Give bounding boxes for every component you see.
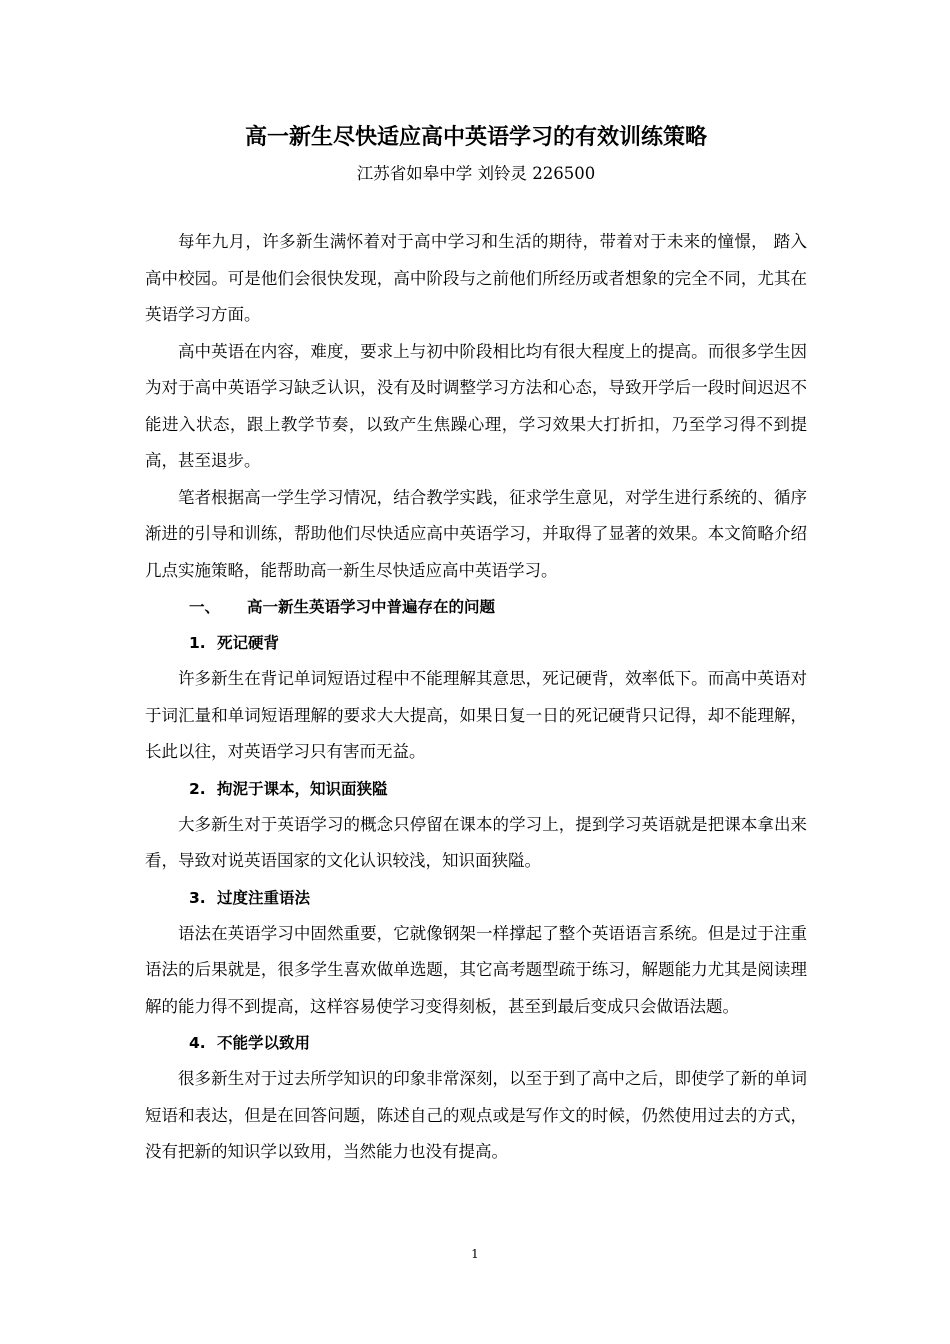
author-byline: 江苏省如皋中学 刘铃灵 226500 bbox=[356, 164, 596, 183]
subsection-title: 过度注重语法 bbox=[217, 888, 311, 907]
intro-paragraph: 笔者根据高一学生学习情况，结合教学实践，征求学生意见，对学生进行系统的、循序渐进的引导和训练，帮助他们尽快适应高中英语学习，并取得了显著的效果。本文简略介绍几点实施策略，能帮助高一新生尽快适应高中英语学习。 bbox=[145, 487, 807, 580]
subsection-title: 死记硬背 bbox=[217, 634, 280, 652]
subsection-heading bbox=[145, 625, 807, 661]
subsection-number: 4. bbox=[189, 1034, 206, 1052]
subsection-heading bbox=[145, 880, 807, 916]
subsection-title: 不能学以致用 bbox=[217, 1034, 311, 1052]
subsection-paragraph: 语法在英语学习中固然重要，它就像钢架一样撑起了整个英语语言系统。但是过于注重语法的后果就是，很多学生喜欢做单选题，其它高考题型疏于练习，解题能力尤其是阅读理解的能力得不到提高，这样容易使学习变得刻板，甚至到最后变成只会做语法题。 bbox=[145, 923, 807, 1016]
section-heading bbox=[145, 589, 807, 625]
subsection-paragraph: 很多新生对于过去所学知识的印象非常深刻，以至于到了高中之后，即使学了新的单词短语和表达，但是在回答问题，陈述自己的观点或是写作文的时候，仍然使用过去的方式，没有把新的知识学以致用，当然能力也没有提高。 bbox=[145, 1069, 807, 1161]
intro-paragraph: 每年九月，许多新生满怀着对于高中学习和生活的期待，带着对于未来的憧憬， 踏入高中校园。可是他们会很快发现，高中阶段与之前他们所经历或者想象的完全不同，尤其在英语学习方面。 bbox=[145, 232, 807, 324]
subsection-number: 2. bbox=[189, 779, 206, 798]
document-title: 高一新生尽快适应高中英语学习的有效训练策略 bbox=[244, 125, 707, 150]
subsection-title: 拘泥于课本，知识面狭隘 bbox=[217, 779, 388, 798]
page-content bbox=[145, 118, 807, 1171]
section-title: 高一新生英语学习中普遍存在的问题 bbox=[247, 598, 496, 616]
subsection-number: 3. bbox=[189, 888, 206, 907]
subsection-paragraph: 大多新生对于英语学习的概念只停留在课本的学习上，提到学习英语就是把课本拿出来看，导致对说英语国家的文化认识较浅，知识面狭隘。 bbox=[145, 814, 807, 870]
subsection-number: 1. bbox=[189, 634, 206, 652]
subsection-paragraph: 许多新生在背记单词短语过程中不能理解其意思，死记硬背，效率低下。而高中英语对于词汇量和单词短语理解的要求大大提高，如果日复一日的死记硬背只记得，却不能理解，长此以往，对英语学习只有害而无益。 bbox=[145, 669, 807, 761]
intro-paragraph: 高中英语在内容，难度，要求上与初中阶段相比均有很大程度上的提高。而很多学生因为对于高中英语学习缺乏认识，没有及时调整学习方法和心态，导致开学后一段时间迟迟不能进入状态，跟上教学节奏，以致产生焦躁心理，学习效果大打折扣，乃至学习得不到提高，甚至退步。 bbox=[145, 341, 807, 470]
section-number: 一、 bbox=[189, 598, 221, 616]
subsection-heading bbox=[145, 771, 807, 807]
page-number: 1 bbox=[471, 1247, 479, 1261]
subsection-heading bbox=[145, 1025, 807, 1061]
